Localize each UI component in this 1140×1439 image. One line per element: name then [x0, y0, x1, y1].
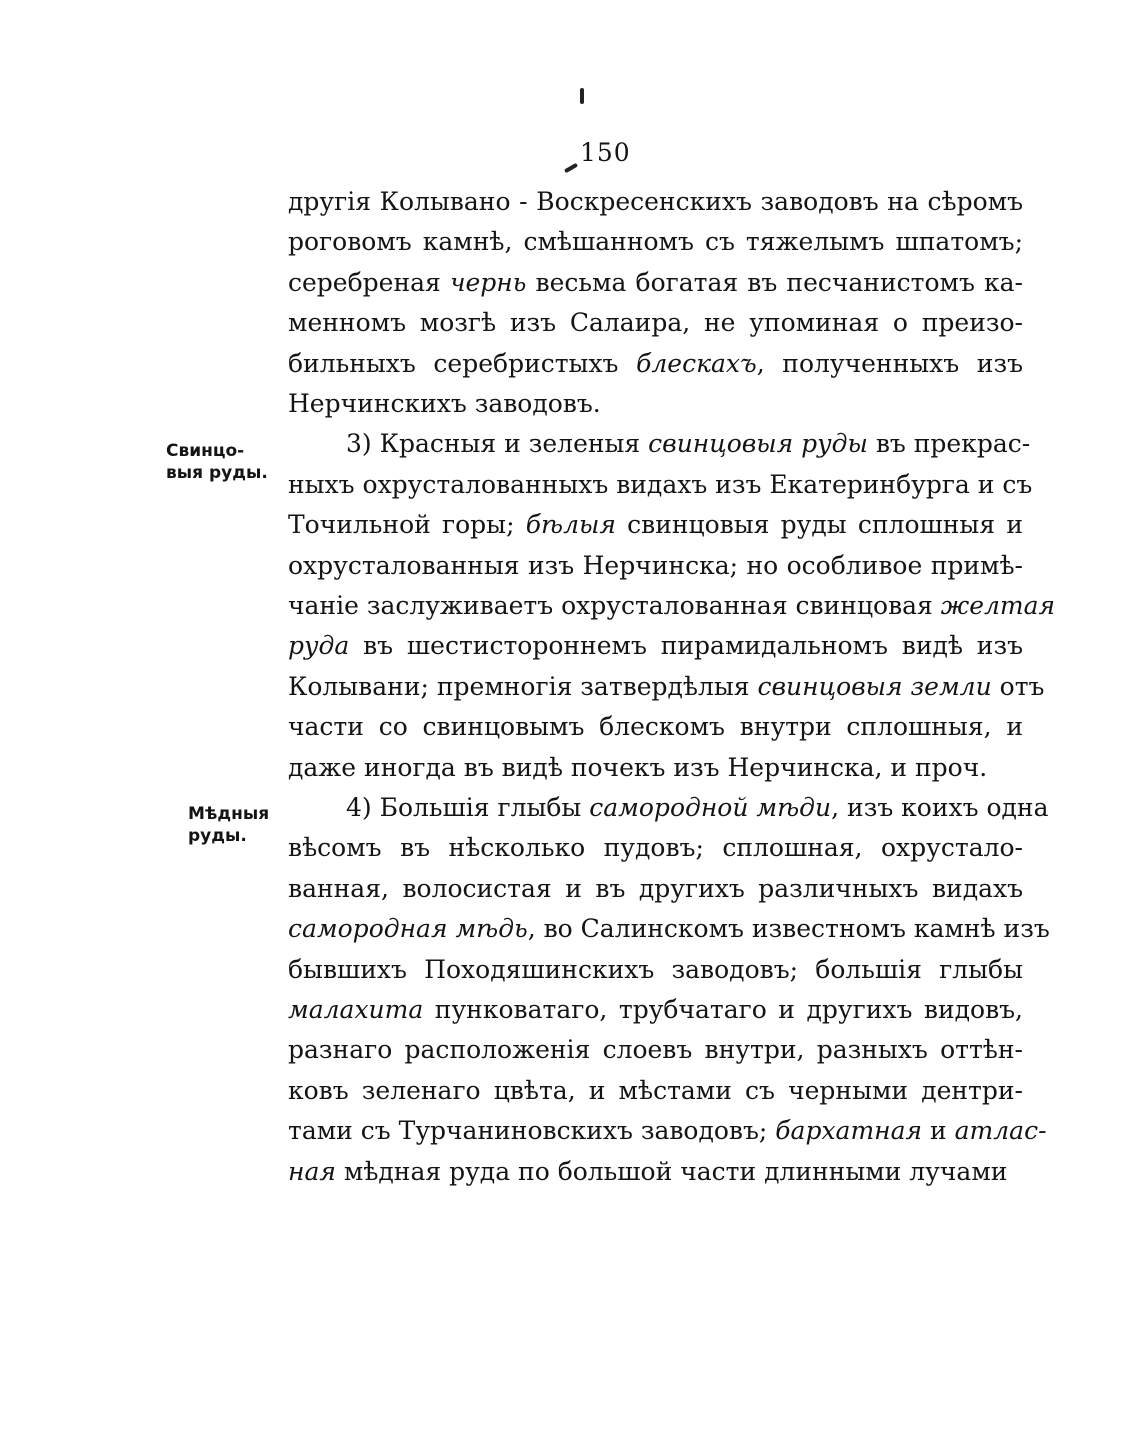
ink-mark [564, 163, 578, 173]
text-line [288, 1071, 1023, 1111]
text-line [288, 990, 1023, 1030]
text-line [288, 384, 1023, 424]
text-line [288, 1152, 1023, 1192]
italic-term: бархатная [775, 1116, 923, 1146]
text-segment: ванная, волосистая и въ другихъ различныхъ видахъ [288, 873, 1023, 903]
text-segment: свинцовыя руды сплошныя и [615, 510, 1023, 540]
text-segment: Колывани; премногія затвердѣлыя [288, 671, 758, 701]
italic-term: самородной мѣди [589, 793, 832, 822]
text-segment: бильныхъ серебристыхъ [288, 348, 637, 378]
text-segment: мѣдная руда по большой части длинными лучами [335, 1156, 1008, 1186]
italic-term: свинцовыя земли [757, 671, 992, 701]
italic-term: блескахъ [636, 348, 757, 378]
text-segment: охрусталованныя изъ Нерчинска; но особливое примѣ- [288, 550, 1023, 580]
text-segment: части со свинцовымъ блескомъ внутри сплошныя, и [288, 712, 1023, 742]
text-line [288, 424, 1031, 464]
margin-note-line: выя руды. [166, 463, 268, 483]
text-segment: Нерчинскихъ заводовъ. [288, 389, 601, 418]
text-segment: , во Салинскомъ известномъ камнѣ изъ [527, 914, 1050, 944]
page-number: 150 [580, 138, 631, 167]
text-segment: ковъ зеленаго цвѣта, и мѣстами съ черными дентри- [288, 1075, 1023, 1105]
text-segment: разнаго расположенія слоевъ внутри, разныхъ оттѣн- [288, 1035, 1023, 1065]
text-segment: 3) Красныя и зеленыя [346, 429, 649, 459]
margin-note-lead-ores [166, 440, 268, 484]
text-line [288, 263, 1023, 303]
margin-note-line: руды. [188, 826, 247, 846]
ink-mark [580, 88, 584, 104]
text-line [288, 626, 1023, 666]
italic-term: желтая [940, 591, 1056, 620]
text-line [288, 950, 1023, 990]
text-line [288, 667, 1045, 707]
text-line [288, 828, 1023, 868]
italic-term: малахита [288, 995, 424, 1024]
text-segment: другія Колывано - Воскресенскихъ заводовъ на сѣромъ [288, 187, 1023, 216]
margin-note-line: Мѣдныя [188, 804, 270, 824]
text-line [288, 1030, 1023, 1070]
text-line [288, 788, 1049, 828]
text-segment: бывшихъ Походяшинскихъ заводовъ; большія глыбы [288, 954, 1023, 984]
text-segment: роговомъ камнѣ, смѣшанномъ съ тяжелымъ шпатомъ; [288, 227, 1023, 257]
text-segment: весьма богатая въ песчанистомъ ка- [526, 267, 1023, 297]
text-line [288, 546, 1023, 586]
text-segment: пунковатаго, трубчатаго и другихъ видовъ, [423, 995, 1023, 1024]
italic-term: чернь [449, 267, 527, 297]
text-line [288, 748, 1023, 788]
text-segment: въ прекрас- [867, 429, 1031, 459]
text-segment: и [922, 1116, 955, 1146]
text-segment: даже иногда въ видѣ почекъ изъ Нерчинска, и проч. [288, 752, 988, 782]
text-line [288, 586, 1056, 626]
text-segment: вѣсомъ въ нѣсколько пудовъ; сплошная, охрустало- [288, 833, 1023, 863]
text-segment: въ шестистороннемъ пирамидальномъ видѣ изъ [349, 631, 1023, 661]
text-line [288, 465, 1033, 505]
text-line [288, 222, 1023, 262]
text-segment: ныхъ охрусталованныхъ видахъ изъ Екатеринбурга и съ [288, 469, 1033, 499]
italic-term: бѣлыя [525, 510, 616, 540]
text-segment: тами съ Турчаниновскихъ заводовъ; [288, 1116, 776, 1146]
text-segment: , полученныхъ изъ [756, 348, 1023, 378]
text-segment: Точильной горы; [288, 510, 526, 540]
text-segment: чаніе заслуживаетъ охрусталованная свинцовая [288, 591, 941, 620]
text-line [288, 707, 1023, 747]
italic-term: ная [288, 1156, 336, 1186]
text-line [288, 303, 1023, 343]
text-line [288, 869, 1023, 909]
text-line [288, 182, 1023, 222]
text-line [288, 344, 1023, 384]
italic-term: атлас- [954, 1116, 1047, 1146]
text-segment: , изъ коихъ одна [831, 793, 1049, 822]
text-line [288, 909, 1050, 949]
text-segment: менномъ мозгѣ изъ Салаира, не упоминая о преизо- [288, 308, 1023, 338]
text-segment: серебреная [288, 267, 450, 297]
text-line [288, 505, 1023, 545]
text-segment: 4) Большія глыбы [346, 793, 590, 822]
italic-term: самородная мѣдь [288, 914, 528, 944]
italic-term: руда [288, 631, 350, 661]
margin-note-line: Свинцо- [166, 441, 245, 461]
text-line [288, 1111, 1047, 1151]
italic-term: свинцовыя руды [648, 429, 868, 459]
text-segment: отъ [991, 671, 1045, 701]
margin-note-copper-ores [188, 803, 269, 847]
